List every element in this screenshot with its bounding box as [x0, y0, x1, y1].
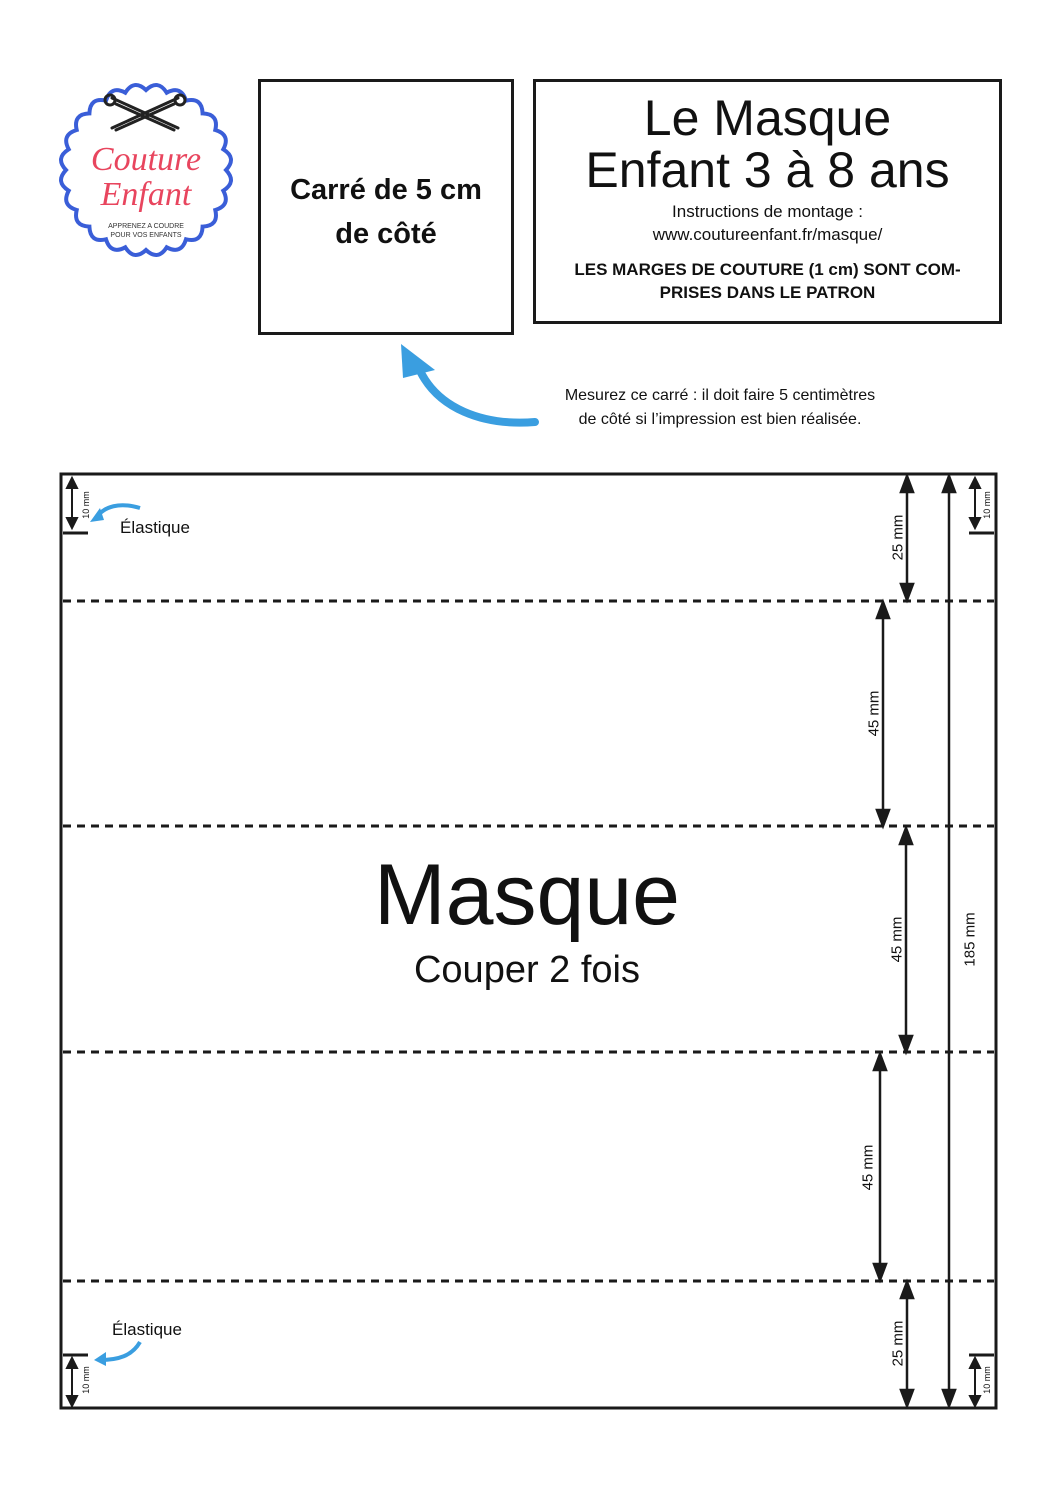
logo-text-enfant: Enfant	[100, 176, 192, 213]
dim-label-10-tl: 10 mm	[81, 491, 91, 519]
dim-label-10-bl: 10 mm	[81, 1366, 91, 1394]
margins-note-line1: LES MARGES DE COUTURE (1 cm) SONT COM-	[574, 260, 961, 279]
test-square-line2: de côté	[335, 218, 437, 250]
logo-text-couture: Couture	[90, 141, 202, 178]
test-square-line1: Carré de 5 cm	[290, 174, 482, 206]
dim-label-185-total: 185 mm	[961, 912, 979, 967]
pattern-subtitle: Couper 2 fois	[413, 949, 640, 991]
pattern-title: Masque	[374, 847, 680, 943]
elastic-arrow-icon	[90, 505, 140, 1366]
margins-note-line2: PRISES DANS LE PATRON	[659, 283, 876, 302]
dim-label-10-tr: 10 mm	[982, 491, 992, 519]
dim-label-25-top: 25 mm	[889, 514, 907, 561]
instructions-url: www.coutureenfant.fr/masque/	[652, 225, 883, 244]
instructions-label: Instructions de montage :	[672, 202, 863, 221]
dim-label-45-3: 45 mm	[859, 1144, 877, 1191]
dim-label-45-1: 45 mm	[865, 690, 883, 737]
elastic-label-bottom: Élastique	[112, 1320, 182, 1339]
header-title-line2: Enfant 3 à 8 ans	[585, 142, 950, 198]
logo-tagline-2: POUR VOS ENFANTS	[110, 232, 182, 239]
measure-note-line2: de côté si l’impression est bien réalisée.	[578, 411, 862, 428]
dim-label-10-br: 10 mm	[982, 1366, 992, 1394]
measure-note-line1: Mesurez ce carré : il doit faire 5 centimètres	[564, 387, 876, 404]
logo-tagline-1: APPRENEZ A COUDRE	[108, 223, 184, 230]
elastic-label-top: Élastique	[120, 518, 190, 537]
header-title-line1: Le Masque	[643, 90, 892, 146]
dim-label-45-2: 45 mm	[888, 916, 906, 963]
dim-label-25-bottom: 25 mm	[889, 1320, 907, 1367]
